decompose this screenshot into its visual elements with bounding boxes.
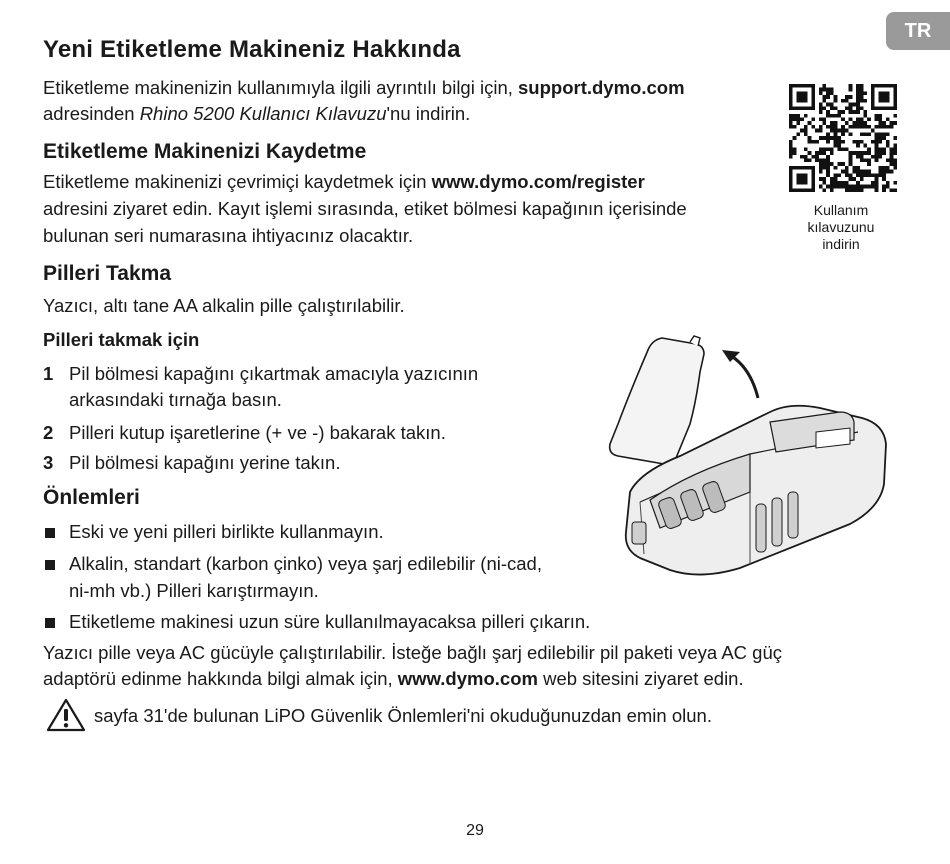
page-title: Yeni Etiketleme Makineniz Hakkında	[43, 36, 461, 63]
support-link[interactable]: support.dymo.com	[518, 77, 685, 98]
batteries-subheading: Pilleri takmak için	[43, 329, 200, 350]
power-line-1: Yazıcı pille veya AC gücüyle çalıştırılabilir. İsteğe bağlı şarj edilebilir pil paketi veya AC güç	[43, 642, 782, 663]
register-line-2: adresini ziyaret edin. Kayıt işlemi sırasında, etiket bölmesi kapağının içerisinde	[43, 198, 687, 219]
label-maker-illustration	[600, 332, 890, 580]
batteries-heading: Pilleri Takma	[43, 262, 172, 285]
intro-line-2: adresinden Rhino 5200 Kullanıcı Kılavuzu'nu indirin.	[43, 103, 471, 124]
intro-line-1: Etiketleme makinenizin kullanımıyla ilgili ayrıntılı bilgi için, support.dymo.com	[43, 77, 685, 98]
batteries-text: Yazıcı, altı tane AA alkalin pille çalıştırılabilir.	[43, 295, 405, 316]
register-link[interactable]: www.dymo.com/register	[431, 171, 645, 192]
power-line-2: adaptörü edinme hakkında bilgi almak için, www.dymo.com web sitesini ziyaret edin.	[43, 668, 744, 689]
page-number: 29	[466, 822, 484, 839]
bullet-square	[45, 560, 55, 570]
bullet-square	[45, 618, 55, 628]
precautions-heading: Önlemleri	[43, 486, 140, 509]
register-line-1: Etiketleme makinenizi çevrimiçi kaydetmek için www.dymo.com/register	[43, 171, 645, 192]
register-line-3: bulunan seri numarasına ihtiyacınız olacaktır.	[43, 225, 414, 246]
warning-text: sayfa 31'de bulunan LiPO Güvenlik Önlemleri'ni okuduğunuzdan emin olun.	[94, 705, 712, 726]
bullet-square	[45, 528, 55, 538]
language-tab: TR	[886, 12, 950, 50]
dymo-link[interactable]: www.dymo.com	[397, 668, 538, 689]
warning-icon	[46, 698, 86, 732]
qr-caption: Kullanım kılavuzunu indirin	[807, 202, 875, 252]
qr-code[interactable]	[789, 82, 897, 194]
register-heading: Etiketleme Makinenizi Kaydetme	[43, 140, 367, 163]
